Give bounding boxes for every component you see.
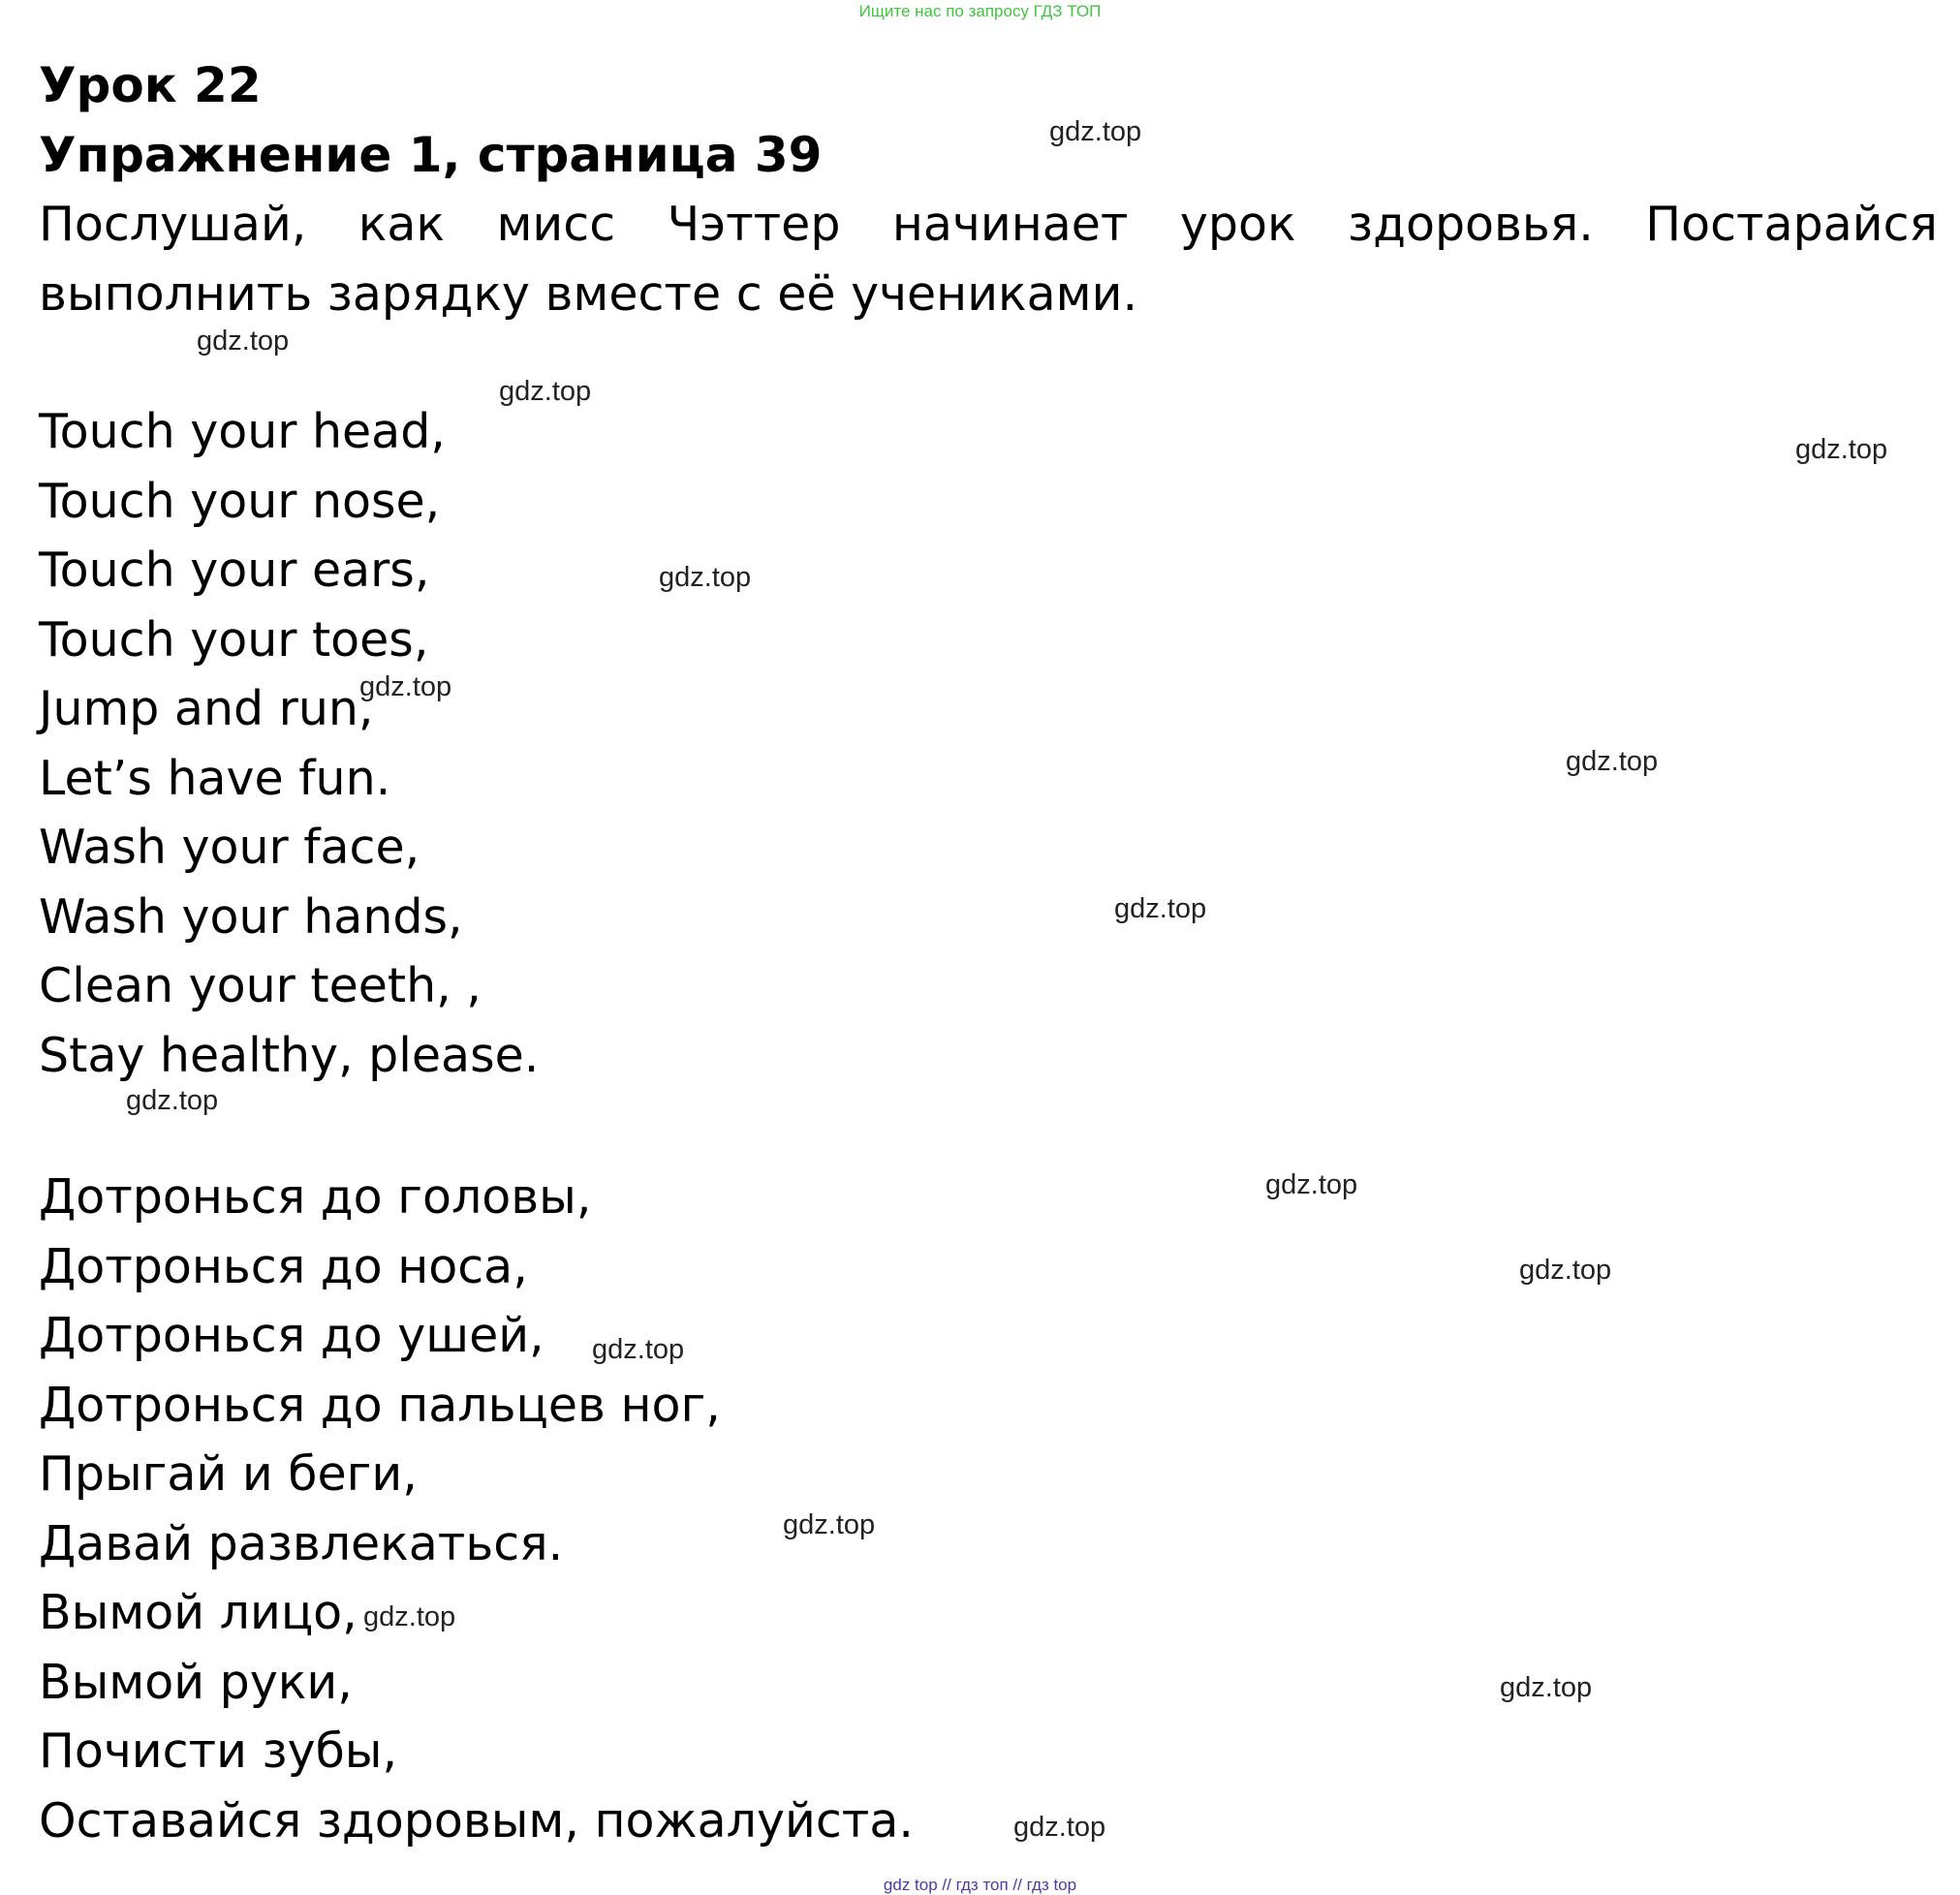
poem-line: Дотронься до носа, <box>39 1238 528 1294</box>
lesson-title: Урок 22 <box>39 57 262 113</box>
watermark: gdz.top <box>783 1509 876 1540</box>
poem-line: Wash your hands, <box>39 888 463 945</box>
poem-line: Вымой лицо, <box>39 1585 358 1640</box>
watermark: gdz.top <box>126 1085 219 1116</box>
watermark: gdz.top <box>659 562 752 593</box>
poem-line: Jump and run, <box>39 681 374 736</box>
watermark: gdz.top <box>1114 893 1207 924</box>
poem-english <box>39 397 1938 1090</box>
poem-line: Let’s have fun. <box>39 750 391 806</box>
poem-line: Дотронься до ушей, <box>39 1308 544 1363</box>
poem-line: Прыгай и беги, <box>39 1446 418 1502</box>
watermark: gdz.top <box>197 326 290 357</box>
watermark: gdz.top <box>1265 1169 1358 1200</box>
watermark: gdz.top <box>1500 1672 1593 1703</box>
poem-line: Touch your nose, <box>39 473 441 529</box>
watermark: gdz.top <box>592 1334 685 1365</box>
poem-line: Почисти зубы, <box>39 1724 398 1779</box>
watermark: gdz.top <box>1049 116 1142 147</box>
instruction-text: Послушай, как мисс Чэттер начинает урок здоровья. Постарайся выполнить зарядку вместе с её учениками. <box>39 197 1938 322</box>
watermark: gdz.top <box>1519 1255 1612 1286</box>
watermark: gdz.top <box>1566 746 1659 777</box>
poem-line: Вымой руки, <box>39 1654 353 1710</box>
bottom-banner: gdz top // гдз топ // гдз top <box>883 1876 1077 1894</box>
poem-line: Wash your face, <box>39 820 420 875</box>
poem-line: Stay healthy, please. <box>39 1027 540 1083</box>
watermark: gdz.top <box>1013 1812 1106 1843</box>
poem-line: Touch your toes, <box>39 611 429 668</box>
poem-line: Clean your teeth, , <box>39 958 482 1013</box>
poem-line: Touch your head, <box>39 404 446 459</box>
watermark: gdz.top <box>359 671 452 702</box>
exercise-title: Упражнение 1, страница 39 <box>39 127 823 183</box>
poem-russian <box>39 1163 1938 1855</box>
poem-line: Дотронься до пальцев ног, <box>39 1377 721 1433</box>
watermark: gdz.top <box>363 1601 456 1632</box>
poem-line: Дотронься до головы, <box>39 1169 592 1225</box>
watermark: gdz.top <box>499 376 592 407</box>
poem-line: Touch your ears, <box>39 543 430 598</box>
document-body <box>39 50 1938 1855</box>
watermark: gdz.top <box>1795 434 1888 465</box>
poem-line: Оставайся здоровым, пожалуйста. <box>39 1792 914 1848</box>
poem-line: Давай развлекаться. <box>39 1515 564 1571</box>
top-banner: Ищите нас по запросу ГДЗ ТОП <box>858 2 1102 20</box>
